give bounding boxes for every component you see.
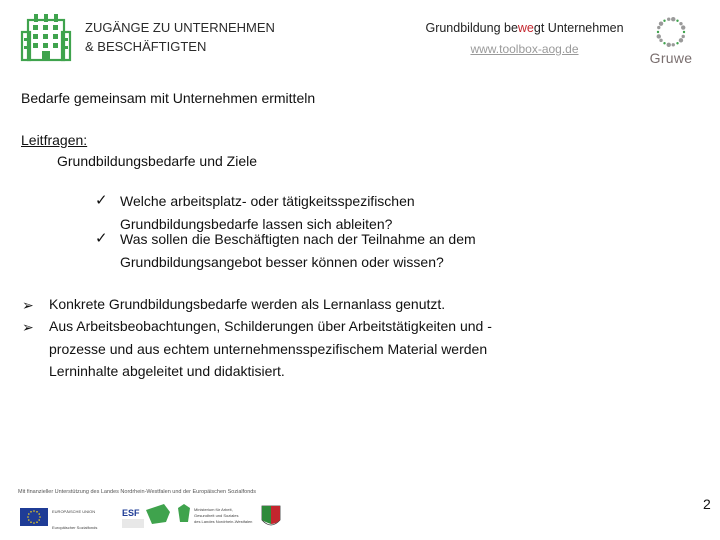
bullet-line-1: Aus Arbeitsbeobachtungen, Schilderungen über Arbeitstätigkeiten und - <box>49 318 492 334</box>
eu-star <box>28 519 30 521</box>
bullet-line-3: Lerninhalte abgeleitet und didaktisiert. <box>49 363 285 379</box>
header-center <box>412 20 637 58</box>
guiding-questions-label: Leitfragen: <box>21 132 88 148</box>
check-item <box>95 228 535 273</box>
tagline-part-1: Grundbildung be <box>425 21 518 35</box>
eu-star <box>38 513 40 515</box>
tagline-part-2: gt Unternehmen <box>533 21 624 35</box>
eu-social-fund-label: Europäischer Sozialfonds <box>52 525 98 530</box>
section-title: Bedarfe gemeinsam mit Unternehmen ermitteln <box>21 90 316 106</box>
gruwe-logo-dot <box>681 25 685 29</box>
arrow-bullet-icon: ➢ <box>22 297 34 313</box>
check-icon: ✓ <box>95 230 108 247</box>
gruwe-logo-dot <box>663 42 665 44</box>
eu-star <box>30 511 32 513</box>
gruwe-logo-dot <box>679 38 683 42</box>
eu-star <box>33 522 35 524</box>
bullet-line-1: Konkrete Grundbildungsbedarfe werden als Lernanlass genutzt. <box>49 296 446 312</box>
page-number: 2 <box>703 496 711 512</box>
esf-logo-icon <box>122 504 170 528</box>
check-item-line-2: Grundbildungsangebot besser können oder wissen? <box>120 253 444 270</box>
check-item-line-1: Welche arbeitsplatz- oder tätigkeitsspezifischen <box>120 193 415 209</box>
gruwe-logo-dot <box>672 43 675 46</box>
gruwe-logo-dot <box>667 43 671 47</box>
bullet-item <box>22 293 582 316</box>
eu-star <box>39 516 41 518</box>
bullet-line-2: prozesse und aus echtem unternehmensspezifischem Material werden <box>49 340 488 357</box>
check-icon: ✓ <box>95 192 108 209</box>
bullet-item <box>22 315 582 383</box>
gruwe-logo-dot <box>671 17 675 21</box>
header-tagline <box>412 20 637 36</box>
eu-star <box>27 516 29 518</box>
eu-star <box>36 511 38 513</box>
eu-star <box>36 521 38 523</box>
nrw-coat-of-arms-icon <box>262 506 280 525</box>
gruwe-logo-dot <box>657 26 660 29</box>
gruwe-logo-dot <box>682 35 685 38</box>
tagline-accent: we <box>517 21 534 35</box>
gruwe-logo-dot <box>657 34 661 38</box>
guiding-subtitle: Grundbildungsbedarfe und Ziele <box>57 153 258 169</box>
gruwe-logo-dot <box>679 22 682 25</box>
eu-star <box>33 510 35 512</box>
header-title-line-2: & BESCHÄFTIGTEN <box>85 39 207 54</box>
eu-star <box>38 519 40 521</box>
esf-label: ESF <box>122 508 140 518</box>
gruwe-logo-dot <box>676 42 678 44</box>
funding-note: Mit finanzieller Unterstützung des Landes Nordrhein-Westfalen und der Europäischen Sozialfonds <box>18 489 257 495</box>
building-icon <box>20 12 72 62</box>
toolbox-link[interactable]: www.toolbox-aog.de <box>470 42 579 56</box>
ministry-label-2: Gesundheit und Soziales <box>194 513 239 518</box>
gruwe-wordmark: Gruwe <box>649 50 693 66</box>
gruwe-logo-dot <box>667 18 670 21</box>
eu-star <box>30 521 32 523</box>
gruwe-logo-dot <box>676 20 678 22</box>
gruwe-logo-dot <box>683 31 685 33</box>
header-title <box>85 18 325 56</box>
gruwe-logo-dot <box>659 21 663 25</box>
eu-flag-icon <box>20 508 48 526</box>
eu-star <box>28 513 30 515</box>
header-title-line-1: ZUGÄNGE ZU UNTERNEHMEN <box>85 20 275 35</box>
eu-union-label: EUROPÄISCHE UNION <box>52 509 96 514</box>
ministry-logo-icon <box>178 504 252 524</box>
check-item-line-2: Grundbildungsbedarfe lassen sich ableiten? <box>120 215 393 232</box>
gruwe-logo-dot <box>663 20 665 22</box>
ministry-label-3: des Landes Nordrhein-Westfalen <box>194 519 253 524</box>
funding-logos <box>18 502 288 532</box>
arrow-bullet-icon: ➢ <box>22 319 34 335</box>
gruwe-logo-dot <box>659 39 662 42</box>
gruwe-logo-dot <box>657 31 659 33</box>
check-item-line-1: Was sollen die Beschäftigten nach der Teilnahme an dem <box>120 231 476 247</box>
ministry-label-1: Ministerium für Arbeit, <box>194 507 233 512</box>
